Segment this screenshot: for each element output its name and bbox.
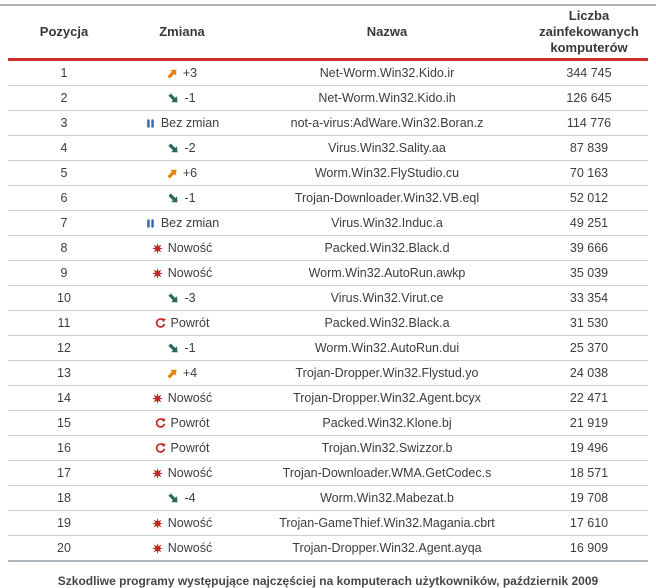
change-cell (120, 291, 244, 305)
name-cell: Virus.Win32.Induc.a (331, 216, 443, 230)
count-cell: 52 012 (569, 191, 609, 205)
table-row (8, 236, 648, 261)
change-label: Nowość (167, 266, 213, 280)
table-row (8, 111, 648, 136)
position-cell: 20 (57, 541, 71, 555)
table-row (8, 361, 648, 386)
column-header-liczba: Liczba zainfekowanych komputerów (539, 8, 639, 55)
down-arrow-icon (168, 143, 179, 154)
column-header-pozycja: Pozycja (39, 24, 89, 40)
change-cell (120, 66, 244, 80)
count-cell: 126 645 (566, 91, 612, 105)
position-cell: 19 (57, 516, 71, 530)
change-label: Bez zmian (160, 216, 220, 230)
name-cell: Trojan.Win32.Swizzor.b (321, 441, 453, 455)
change-label: Nowość (167, 516, 213, 530)
change-cell (120, 491, 244, 505)
count-cell: 22 471 (569, 391, 609, 405)
change-label: -1 (184, 341, 196, 355)
change-label: -1 (184, 191, 196, 205)
table-row (8, 286, 648, 311)
position-cell: 17 (57, 466, 71, 480)
table-row (8, 161, 648, 186)
change-cell (120, 466, 244, 480)
change-label: Nowość (167, 541, 213, 555)
position-cell: 11 (57, 316, 71, 330)
name-cell: Trojan-Dropper.Win32.Agent.ayqa (292, 541, 482, 555)
up-arrow-icon (167, 68, 178, 79)
change-label: +3 (182, 66, 198, 80)
change-label: -2 (184, 141, 196, 155)
position-cell: 8 (60, 241, 68, 255)
change-label: Nowość (167, 466, 213, 480)
count-cell: 49 251 (569, 216, 609, 230)
count-cell: 19 708 (569, 491, 609, 505)
table-row (8, 411, 648, 436)
change-cell (120, 316, 244, 330)
name-cell: Trojan-Dropper.Win32.Agent.bcyx (293, 391, 481, 405)
table-row (8, 486, 648, 511)
table-row (8, 186, 648, 211)
change-label: Bez zmian (160, 116, 220, 130)
name-cell: not-a-virus:AdWare.Win32.Boran.z (290, 116, 484, 130)
change-label: Powrót (170, 416, 210, 430)
change-label: Powrót (170, 441, 210, 455)
name-cell: Virus.Win32.Virut.ce (330, 291, 444, 305)
new-starburst-icon (152, 468, 163, 479)
table-caption: Szkodliwe programy występujące najczęściej na komputerach użytkowników, październik 2009 (57, 574, 599, 588)
change-cell (120, 166, 244, 180)
up-arrow-icon (167, 368, 178, 379)
change-cell (120, 391, 244, 405)
count-cell: 25 370 (569, 341, 609, 355)
column-header-zmiana: Zmiana (159, 24, 205, 40)
count-cell: 114 776 (566, 116, 612, 130)
table-body (8, 61, 648, 562)
position-cell: 3 (60, 116, 68, 130)
count-cell: 16 909 (569, 541, 609, 555)
position-cell: 18 (57, 491, 71, 505)
count-cell: 344 745 (566, 66, 612, 80)
up-arrow-icon (167, 168, 178, 179)
change-cell (120, 366, 244, 380)
name-cell: Packed.Win32.Black.a (324, 316, 450, 330)
change-cell (120, 216, 244, 230)
name-cell: Worm.Win32.Mabezat.b (320, 491, 454, 505)
change-label: +6 (182, 166, 198, 180)
change-cell (120, 441, 244, 455)
name-cell: Trojan-Dropper.Win32.Flystud.yo (295, 366, 479, 380)
change-cell (120, 141, 244, 155)
name-cell: Worm.Win32.FlyStudio.cu (314, 166, 460, 180)
name-cell: Trojan-Downloader.Win32.VB.eql (294, 191, 480, 205)
count-cell: 24 038 (569, 366, 609, 380)
change-cell (120, 91, 244, 105)
name-cell: Trojan-GameThief.Win32.Magania.cbrt (279, 516, 495, 530)
new-starburst-icon (152, 543, 163, 554)
change-cell (120, 341, 244, 355)
change-cell (120, 191, 244, 205)
position-cell: 2 (60, 91, 68, 105)
malware-ranking-page (0, 4, 656, 588)
new-starburst-icon (152, 393, 163, 404)
position-cell: 7 (60, 216, 68, 230)
new-starburst-icon (152, 518, 163, 529)
count-cell: 33 354 (569, 291, 609, 305)
count-cell: 35 039 (569, 266, 609, 280)
name-cell: Worm.Win32.AutoRun.dui (314, 341, 460, 355)
table-row (8, 136, 648, 161)
position-cell: 9 (60, 266, 68, 280)
new-starburst-icon (152, 243, 163, 254)
change-label: Powrót (170, 316, 210, 330)
down-arrow-icon (168, 343, 179, 354)
change-label: +4 (182, 366, 198, 380)
change-cell (120, 241, 244, 255)
count-cell: 19 496 (569, 441, 609, 455)
change-cell (120, 541, 244, 555)
position-cell: 16 (57, 441, 71, 455)
change-label: -1 (184, 91, 196, 105)
down-arrow-icon (168, 193, 179, 204)
pause-icon (145, 218, 156, 229)
change-cell (120, 416, 244, 430)
return-circular-arrow-icon (155, 418, 166, 429)
new-starburst-icon (152, 268, 163, 279)
name-cell: Net-Worm.Win32.Kido.ir (319, 66, 455, 80)
count-cell: 17 610 (569, 516, 609, 530)
change-cell (120, 516, 244, 530)
position-cell: 10 (57, 291, 71, 305)
change-cell (120, 266, 244, 280)
count-cell: 21 919 (569, 416, 609, 430)
table-row (8, 86, 648, 111)
table-row (8, 511, 648, 536)
table-header-row (8, 6, 648, 58)
change-label: -3 (184, 291, 196, 305)
change-label: Nowość (167, 241, 213, 255)
return-circular-arrow-icon (155, 443, 166, 454)
position-cell: 6 (60, 191, 68, 205)
position-cell: 12 (57, 341, 71, 355)
position-cell: 15 (57, 416, 71, 430)
table-row (8, 461, 648, 486)
name-cell: Worm.Win32.AutoRun.awkp (308, 266, 466, 280)
down-arrow-icon (168, 93, 179, 104)
pause-icon (145, 118, 156, 129)
position-cell: 4 (60, 141, 68, 155)
name-cell: Packed.Win32.Klone.bj (322, 416, 452, 430)
name-cell: Trojan-Downloader.WMA.GetCodec.s (282, 466, 492, 480)
count-cell: 18 571 (569, 466, 609, 480)
position-cell: 13 (57, 366, 71, 380)
down-arrow-icon (168, 493, 179, 504)
malware-ranking-table (8, 6, 648, 562)
position-cell: 14 (57, 391, 71, 405)
count-cell: 87 839 (569, 141, 609, 155)
change-cell (120, 116, 244, 130)
table-row (8, 61, 648, 86)
count-cell: 70 163 (569, 166, 609, 180)
position-cell: 1 (60, 66, 68, 80)
change-label: Nowość (167, 391, 213, 405)
table-row (8, 336, 648, 361)
name-cell: Net-Worm.Win32.Kido.ih (318, 91, 456, 105)
table-row (8, 261, 648, 286)
count-cell: 39 666 (569, 241, 609, 255)
table-row (8, 436, 648, 461)
count-cell: 31 530 (569, 316, 609, 330)
name-cell: Packed.Win32.Black.d (324, 241, 450, 255)
down-arrow-icon (168, 293, 179, 304)
table-row (8, 311, 648, 336)
name-cell: Virus.Win32.Sality.aa (328, 141, 446, 155)
table-row (8, 386, 648, 411)
return-circular-arrow-icon (155, 318, 166, 329)
table-row (8, 211, 648, 236)
column-header-nazwa: Nazwa (366, 24, 408, 40)
table-row (8, 536, 648, 562)
change-label: -4 (184, 491, 196, 505)
position-cell: 5 (60, 166, 68, 180)
